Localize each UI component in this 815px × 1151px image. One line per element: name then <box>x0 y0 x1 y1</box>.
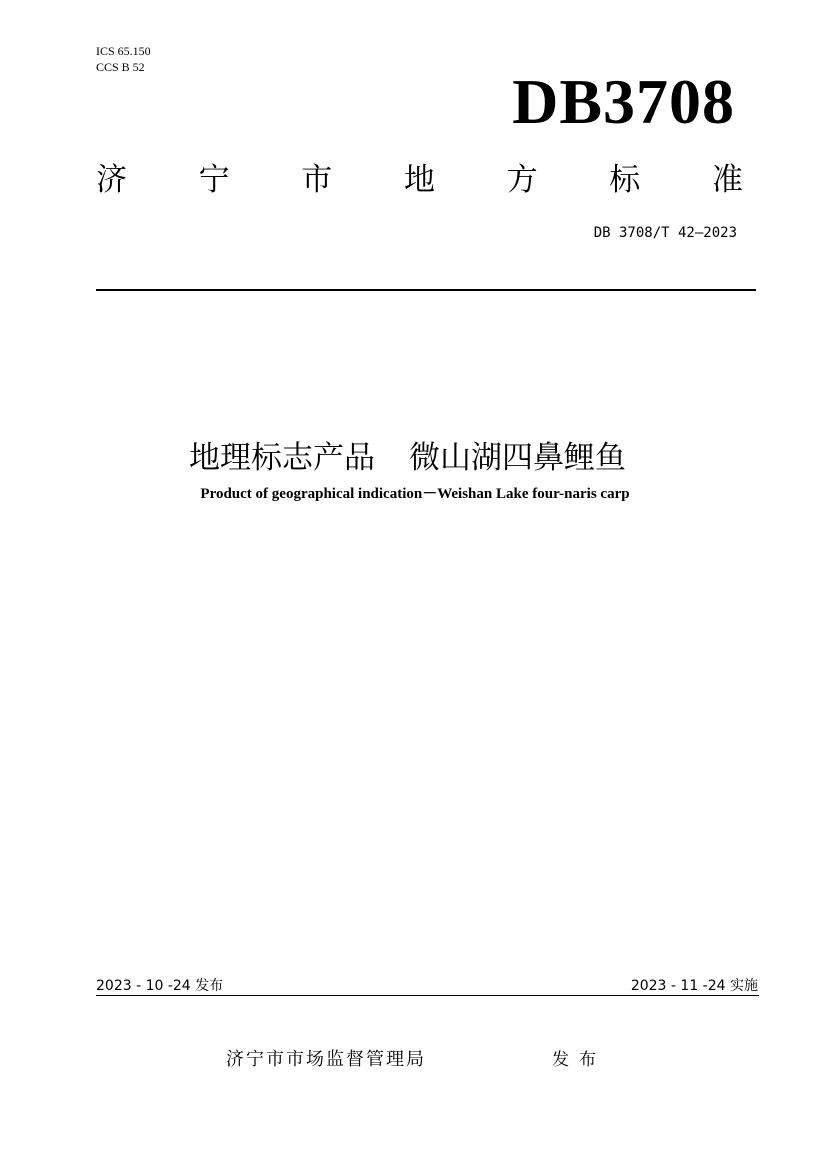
bottom-divider <box>96 995 759 996</box>
title-english: Product of geographical indication－Weishan Lake four-naris carp <box>200 486 630 502</box>
standard-type-char: 方 <box>506 162 538 198</box>
standard-type-char: 济 <box>96 162 127 198</box>
classification-codes <box>96 43 151 75</box>
title-chinese <box>0 436 815 480</box>
publish-label: 发布 <box>552 1050 606 1070</box>
title-chinese-part2: 微山湖四鼻鲤鱼 <box>409 440 626 476</box>
title-chinese-part1: 地理标志产品 <box>189 440 375 476</box>
standard-type-char: 宁 <box>198 162 230 198</box>
ccs-code: CCS B 52 <box>96 60 145 74</box>
top-divider <box>96 289 756 291</box>
standard-type-char: 标 <box>609 162 641 198</box>
standard-number: DB 3708/T 42—2023 <box>593 225 737 241</box>
publisher-name: 济宁市市场监督管理局 <box>226 1049 426 1070</box>
implementation-date: 2023 - 11 -24 实施 <box>630 978 758 994</box>
standard-type-char: 地 <box>403 162 435 198</box>
issue-date: 2023 - 10 -24 发布 <box>96 978 224 994</box>
standard-type-char: 准 <box>711 162 743 198</box>
standard-type <box>96 158 743 202</box>
ics-code: ICS 65.150 <box>96 44 151 58</box>
db-code-mark: DB3708 <box>512 66 735 137</box>
standard-type-char: 市 <box>301 162 333 198</box>
